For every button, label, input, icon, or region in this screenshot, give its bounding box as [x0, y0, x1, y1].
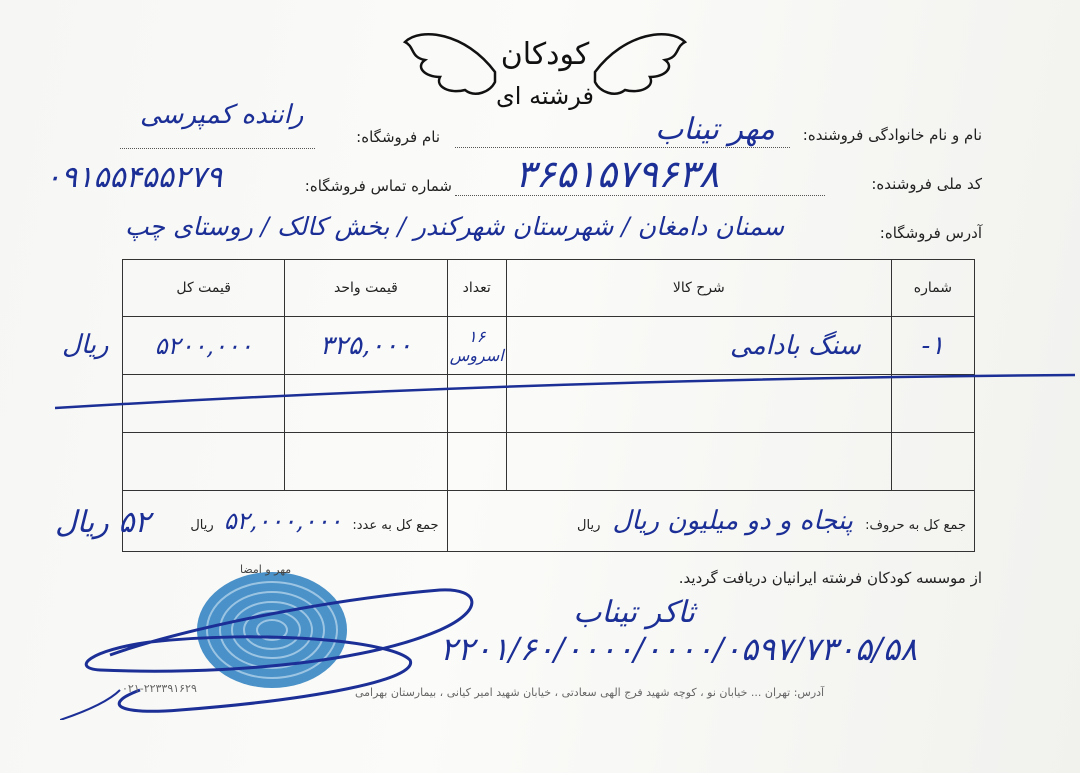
- store-phone-value: ۰۹۱۵۵۴۵۵۲۷۹: [45, 160, 223, 195]
- cell-total-price: ۵۲۰۰,۰۰۰: [123, 317, 285, 375]
- sum-digits-label: جمع کل به عدد:: [352, 518, 439, 533]
- sum-words-label: جمع کل به حروف:: [865, 518, 966, 533]
- totals-row: [123, 491, 975, 552]
- store-name-dots: [120, 147, 315, 149]
- footer-address: آدرس: تهران ... خیابان نو ، کوچه شهید فرج الهی سعادتی ، خیابان شهید امیر کیانی ، بیمارستان بهرامی: [355, 686, 825, 699]
- sum-words-cell: [447, 491, 974, 552]
- received-text: از موسسه کودکان فرشته ایرانیان دریافت گردید.: [678, 569, 982, 587]
- cell-unit-price: [285, 433, 447, 491]
- cell-quantity: [447, 433, 506, 491]
- angel-wings-logo: [395, 12, 695, 117]
- national-code-label: کد ملی فروشنده:: [871, 175, 982, 193]
- sum-digits-value: ۵۲,۰۰۰,۰۰۰: [223, 507, 343, 535]
- sum-words-value: پنجاه و دو میلیون ریال: [612, 506, 854, 536]
- header-quantity: تعداد: [447, 260, 506, 317]
- table-row: [123, 433, 975, 491]
- cell-quantity: ۱۶ اسروس: [447, 317, 506, 375]
- received-sign-name: ثاکر تیناب: [573, 595, 695, 630]
- cell-number: ۱-: [891, 317, 974, 375]
- cell-number: [891, 433, 974, 491]
- table-row: [123, 317, 975, 375]
- address-value: سمنان دامغان / شهرستان شهرکندر / بخش کالک / روستای چپ: [125, 212, 785, 241]
- table-header-row: [123, 260, 975, 317]
- seller-name-label: نام و نام خانوادگی فروشنده:: [802, 126, 982, 144]
- header-number: شماره: [891, 260, 974, 317]
- header-unit-price: قیمت واحد: [285, 260, 447, 317]
- national-code-value: ۳۶۵۱۵۷۹۶۳۸: [515, 152, 720, 196]
- header-description: شرح کالا: [506, 260, 891, 317]
- store-name-value: راننده کمپرسی: [140, 100, 304, 130]
- footer-phone: ۰۲۱-۲۲۳۳۹۱۶۲۹: [122, 682, 197, 695]
- cell-description: سنگ بادامی: [506, 317, 891, 375]
- address-label: آدرس فروشگاه:: [879, 224, 982, 242]
- account-number: ۲۲۰۱/۶۰/۰۰۰۰/۰۰۰۰/۰۵۹۷/۷۳۰۵/۵۸: [440, 630, 918, 668]
- cell-total-price: [123, 433, 285, 491]
- header-total-price: قیمت کل: [123, 260, 285, 317]
- logo-line2: فرشته ای: [495, 82, 595, 110]
- store-phone-label: شماره تماس فروشگاه:: [304, 177, 452, 195]
- cell-unit-price: ۳۲۵,۰۰۰: [285, 317, 447, 375]
- margin-total-1: ریال: [62, 330, 109, 360]
- sum-digits-unit: ریال: [190, 518, 214, 533]
- stamp-label: مهر و امضا: [240, 563, 292, 576]
- margin-total-2: ۵۲ ریال: [55, 505, 151, 540]
- seller-name-value: مهر تیناب: [655, 112, 775, 147]
- logo-line1: کودکان: [500, 37, 590, 72]
- store-name-label: نام فروشگاه:: [356, 128, 440, 146]
- strike-line: [55, 373, 1075, 413]
- cell-description: [506, 433, 891, 491]
- sum-words-unit: ریال: [577, 518, 601, 533]
- sum-digits-cell: [123, 491, 448, 552]
